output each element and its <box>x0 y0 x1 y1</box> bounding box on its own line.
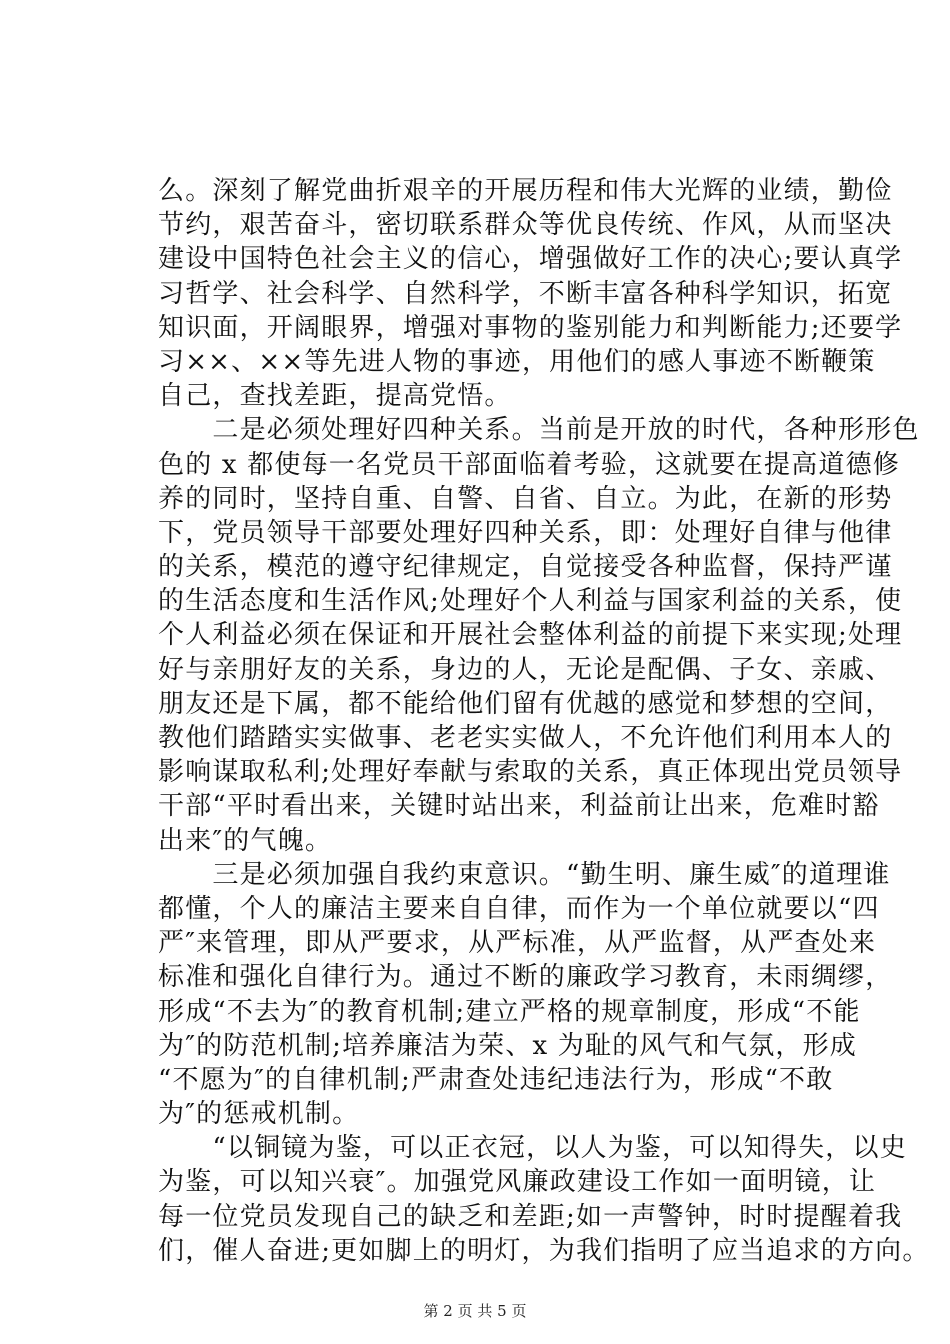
text-line: “以铜镜为鉴，可以正衣冠，以人为鉴，可以知得失，以史 <box>158 1133 907 1164</box>
text-line: 个人利益必须在保证和开展社会整体利益的前提下来实现;处理 <box>158 620 903 651</box>
text-line: 为″的防范机制;培养廉洁为荣、x 为耻的风气和气氛，形成 <box>158 1030 858 1061</box>
text-line: 严″来管理，即从严要求，从严标准，从严监督，从严查处来 <box>158 928 877 959</box>
text-line: 建设中国特色社会主义的信心，增强做好工作的决心;要认真学 <box>158 244 903 275</box>
text-line: 教他们踏踏实实做事、老老实实做人，不允许他们利用本人的 <box>158 723 893 753</box>
text-line: 色的 x 都使每一名党员干部面临着考验，这就要在提高道德修 <box>158 449 900 480</box>
text-line: 养的同时，坚持自重、自警、自省、自立。为此，在新的形势 <box>158 483 893 514</box>
text-line: 影响谋取私利;处理好奉献与索取的关系，真正体现出党员领导 <box>158 757 903 788</box>
text-line: 每一位党员发现自己的缺乏和差距;如一声警钟，时时提醒着我 <box>158 1201 903 1232</box>
text-line: 形成“不去为″的教育机制;建立严格的规章制度，形成“不能 <box>158 996 861 1027</box>
text-line: “不愿为″的自律机制;严肃查处违纪违法行为，形成“不敢 <box>158 1064 834 1095</box>
text-line: 朋友还是下属，都不能给他们留有优越的感觉和梦想的空间， <box>158 688 893 719</box>
text-line: 为″的惩戒机制。 <box>158 1099 360 1130</box>
page-number-label: 第 2 页 共 5 页 <box>423 1302 527 1320</box>
text-line: 都懂，个人的廉洁主要来自自律，而作为一个单位就要以“四 <box>158 893 880 924</box>
document-body <box>158 174 930 1268</box>
text-line: 三是必须加强自我约束意识。“勤生明、廉生威″的道理谁 <box>158 859 891 890</box>
text-line: 下，党员领导干部要处理好四种关系，即：处理好自律与他律 <box>158 517 893 548</box>
text-line: 习哲学、社会科学、自然科学，不断丰富各种科学知识，拓宽 <box>158 278 893 309</box>
text-line: 节约，艰苦奋斗，密切联系群众等优良传统、作风，从而坚决 <box>158 210 893 241</box>
text-line: 知识面，开阔眼界，增强对事物的鉴别能力和判断能力;还要学 <box>158 312 903 343</box>
text-line: 么。深刻了解党曲折艰辛的开展历程和伟大光辉的业绩，勤俭 <box>158 176 893 206</box>
page-footer <box>0 1300 950 1321</box>
text-line: 的关系，模范的遵守纪律规定，自觉接受各种监督，保持严谨 <box>158 552 893 583</box>
text-line: 出来″的气魄。 <box>158 825 333 856</box>
text-line: 好与亲朋好友的关系，身边的人，无论是配偶、子女、亲戚、 <box>158 654 893 685</box>
text-line: 习××、××等先进人物的事迹，用他们的感人事迹不断鞭策 <box>158 346 876 377</box>
text-line: 标准和强化自律行为。通过不断的廉政学习教育，未雨绸缪， <box>158 962 893 993</box>
text-line: 为鉴，可以知兴衰″。加强党风廉政建设工作如一面明镜，让 <box>158 1167 877 1198</box>
text-line: 们，催人奋进;更如脚上的明灯，为我们指明了应当追求的方向。 <box>158 1235 930 1266</box>
text-line: 自己，查找差距，提高党悟。 <box>158 381 512 412</box>
text-line: 干部“平时看出来，关键时站出来，利益前让出来，危难时豁 <box>158 791 880 822</box>
text-line: 的生活态度和生活作风;处理好个人利益与国家利益的关系，使 <box>158 586 903 617</box>
text-line: 二是必须处理好四种关系。当前是开放的时代，各种形形色 <box>158 415 920 446</box>
